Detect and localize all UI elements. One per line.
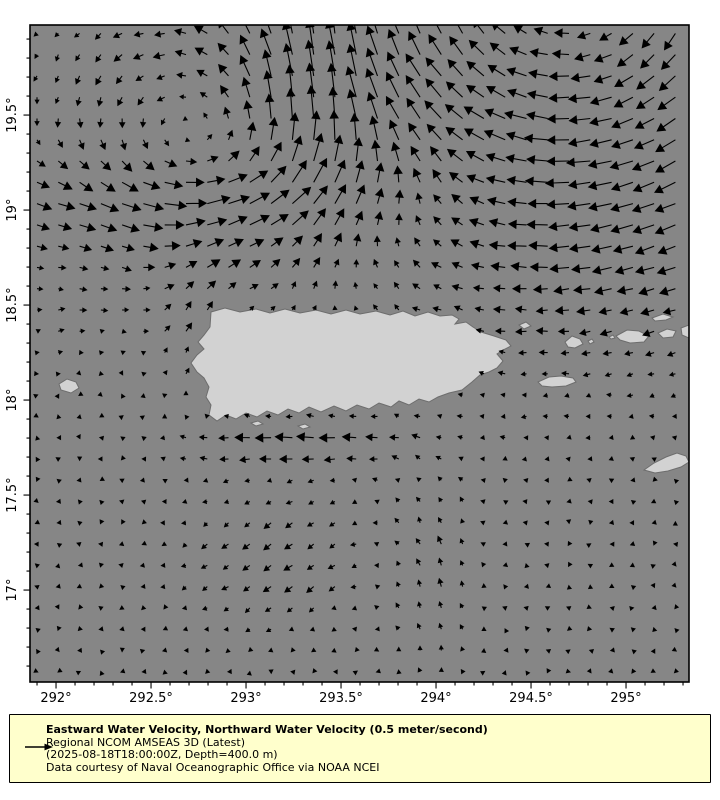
- y-tick-label: 19°: [5, 198, 20, 222]
- y-tick-label: 17°: [5, 578, 20, 602]
- y-tick-label: 19.5°: [5, 97, 20, 133]
- x-tick-label: 292°: [40, 691, 72, 706]
- legend-time-depth-line: (2025-08-18T18:00:00Z, Depth=400.0 m): [46, 748, 278, 761]
- legend-text: [46, 724, 702, 774]
- x-tick-label: 294.5°: [509, 691, 553, 706]
- legend-title: Eastward Water Velocity, Northward Water Velocity (0.5 meter/second): [46, 723, 488, 736]
- y-tick-label: 17.5°: [5, 477, 20, 513]
- x-tick-label: 293.5°: [319, 691, 363, 706]
- legend-credit-line: Data courtesy of Naval Oceanographic Office via NOAA NCEI: [46, 760, 380, 774]
- plot-area: [30, 0, 689, 682]
- x-tick-label: 295°: [610, 691, 642, 706]
- x-tick-label: 293°: [230, 691, 262, 706]
- x-tick-label: 294°: [420, 691, 452, 706]
- legend-box: [9, 714, 711, 783]
- x-tick-label: 292.5°: [129, 691, 173, 706]
- y-tick-label: 18.5°: [5, 287, 20, 323]
- y-tick-label: 18°: [5, 388, 20, 412]
- legend-model-line: Regional NCOM AMSEAS 3D (Latest): [46, 735, 245, 749]
